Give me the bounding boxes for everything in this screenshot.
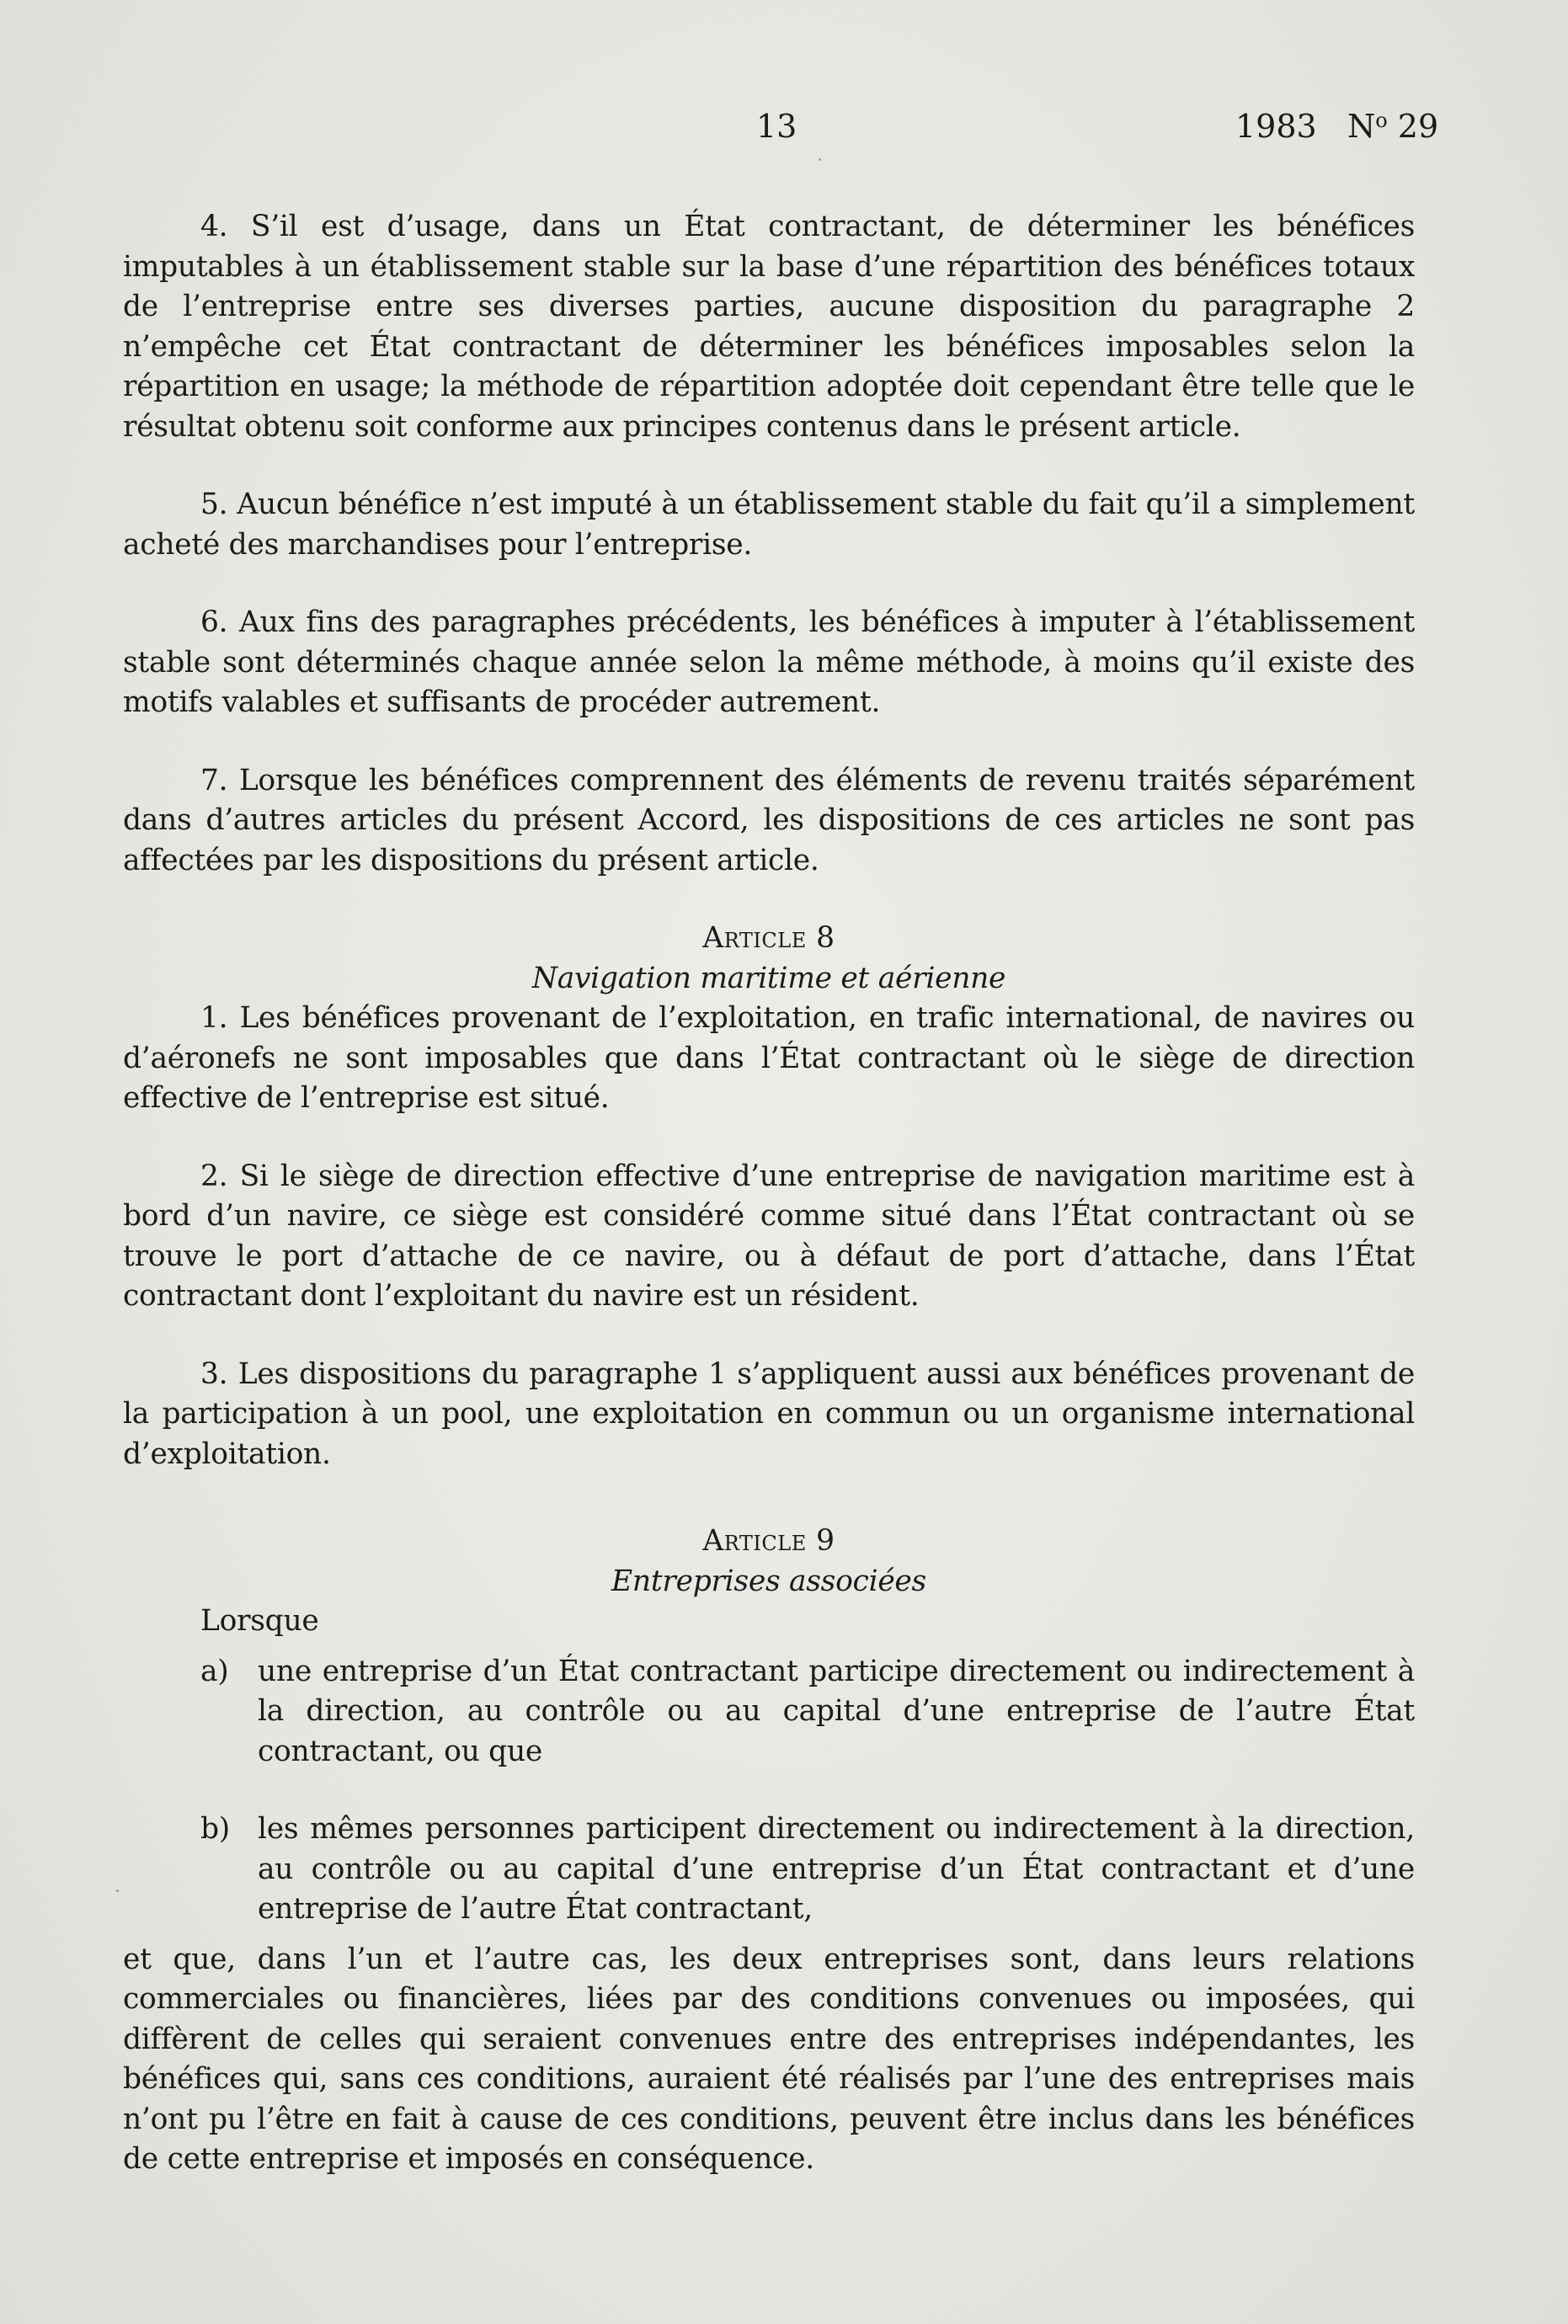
publication-year: 1983 [1235,108,1317,145]
number-prefix: N [1347,108,1376,145]
page-number: 13 [756,108,797,145]
list-item [123,1652,1415,1772]
article-8-title: Article 8 [702,921,835,955]
article-8-paragraph-3: 3. Les dispositions du paragraphe 1 s’appliquent aussi aux bénéfices provenant de la participation à un pool, une exploitation en commun ou un organisme international d’exploitation. [123,1357,1415,1471]
list-item-label: a) [200,1654,229,1688]
document-body [123,207,1415,2180]
list-item-label: b) [200,1812,230,1846]
article-8-subtitle: Navigation maritime et aérienne [531,961,1006,995]
article-9-closing: et que, dans l’un et l’autre cas, les deux entreprises sont, dans leurs relations commerciales ou financières, liées par des conditions convenues ou imposées, qui diffèrent de celles qui seraient convenues entre des entreprises indépendantes, les bénéfices qui, sans ces conditions, auraient été réalisés par l’une des entreprises mais n’ont pu l’être en fait à cause de ces conditions, peuvent être inclus dans les bénéfices de cette entreprise et imposés en conséquence. [123,1942,1415,2176]
article-9-subtitle: Entreprises associées [611,1564,926,1598]
page-header [0,108,1568,150]
paragraph-7: 7. Lorsque les bénéfices comprennent des éléments de revenu traités séparément dans d’autres articles du présent Accord, les dispositions de ces articles ne sont pas affectées par les dispositions du présent article. [123,763,1415,877]
list-item-text: une entreprise d’un État contractant participe directement ou indirectement à la direction, au contrôle ou au capital d’une entreprise de l’autre État contractant, ou que [258,1654,1415,1768]
paragraph-6: 6. Aux fins des paragraphes précédents, les bénéfices à imputer à l’établissement stable sont déterminés chaque année selon la même méthode, à moins qu’il existe des motifs valables et suffisants de procéder autrement. [123,605,1415,719]
publication-number: 29 [1397,108,1439,145]
paragraph-4: 4. S’il est d’usage, dans un État contractant, de déterminer les bénéfices imputables à un établissement stable sur la base d’une répartition des bénéfices totaux de l’entreprise entre ses diverses parties, aucune disposition du paragraphe 2 n’empêche cet État contractant de déterminer les bénéfices imposables selon la répartition en usage; la méthode de répartition adoptée doit cependant être telle que le résultat obtenu soit conforme aux principes contenus dans le présent article. [123,210,1415,444]
article-8-paragraph-2: 2. Si le siège de direction effective d’une entreprise de navigation maritime est à bord d’un navire, ce siège est considéré comme situé dans l’État contractant où se trouve le port d’attache de ce navire, ou à défaut de port d’attache, dans l’État contractant dont l’exploitant du navire est un résident. [123,1159,1415,1313]
article-9-title: Article 9 [702,1524,835,1558]
paper-speck [819,158,821,161]
publication-reference [1235,108,1438,145]
number-suffix: o [1375,109,1388,132]
list-item [123,1810,1415,1930]
paragraph-5: 5. Aucun bénéfice n’est imputé à un établissement stable du fait qu’il a simplement acheté des marchandises pour l’entreprise. [123,488,1415,562]
article-8-paragraph-1: 1. Les bénéfices provenant de l’exploitation, en trafic international, de navires ou d’aéronefs ne sont imposables que dans l’État contractant où le siège de direction effective de l’entreprise est situé. [123,1001,1415,1115]
paper-speck [116,1890,119,1892]
list-item-text: les mêmes personnes participent directement ou indirectement à la direction, au contrôle ou au capital d’une entreprise d’un État contractant et d’une entreprise de l’autre État contractant, [258,1812,1415,1926]
article-9-intro: Lorsque [200,1604,319,1638]
